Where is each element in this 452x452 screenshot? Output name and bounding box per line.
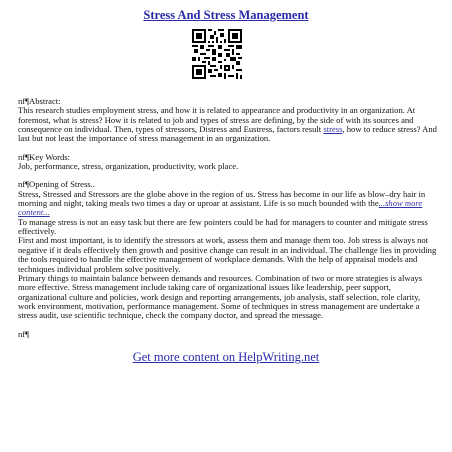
abstract-text-end: , how to reduce stress? And last but not least the importance of stress management in an organization. — [18, 124, 437, 144]
stress-link[interactable]: stress — [323, 124, 343, 135]
opening-heading: nf¶Opening of Stress.. — [18, 179, 95, 190]
show-more-link[interactable]: ...show more content... — [18, 198, 423, 218]
opening-text: Stress, Stressed and Stressors are the globe above in the region of us. Stress has become in our life as blow–dry hair in morning and night, taking meals two times a day or uproar at assistant. Life is so much bounded with the — [18, 188, 426, 209]
spacer — [18, 144, 438, 153]
document-body — [18, 97, 438, 339]
qr-code-icon — [192, 29, 242, 79]
document-title[interactable]: Stress And Stress Management — [143, 8, 309, 22]
abstract-heading: nf¶Abstract: — [18, 96, 61, 106]
paragraph-identify: First and most important, is to identify the stressors at work, assess them and manage them too. Job stress is always not negative if it deals effectively then growth and positive change can result in an individual. The challenge lies in providing the tools required to handle the effective management of workplace demands. With the help of appraisal models and techniques individual problem solve positively. — [18, 235, 437, 274]
abstract-text-start: This research studies employment stress, and how it is related to appearance and productivity in an organization. At foremost, what is stress? How it is related to job and types of stress are defining, by the side of with its sources and consequence on individual. Then, types of stressors, Distress and Eustress, factors result — [18, 105, 416, 135]
opening-paragraph — [18, 190, 438, 218]
spacer — [18, 321, 438, 330]
end-marker: nf¶ — [18, 328, 30, 339]
paragraph-balance: Primary things to maintain balance between demands and resources. Combination of two or more strategies is always more effective. Stress management include taking care of organizational issues like leadership, peer support, organizational culture and policies, work design and reporting arrangements, job analysis, staff selection, role clarity, work environment, motivation, performance management. Some of techniques in stress management are undertake a stress audit, use scientific technique, check the company doctor, and spread the message. — [18, 272, 423, 321]
keywords-text: Job, performance, stress, organization, productivity, work place. — [18, 161, 239, 172]
paragraph-manage: To manage stress is not an easy task but there are few pointers could be had for managers to counter and mitigate stress effectively. — [18, 216, 428, 237]
footer-link[interactable]: Get more content on HelpWriting.net — [132, 350, 320, 364]
abstract-paragraph — [18, 106, 438, 143]
keywords-heading: nf¶Key Words: — [18, 151, 70, 162]
